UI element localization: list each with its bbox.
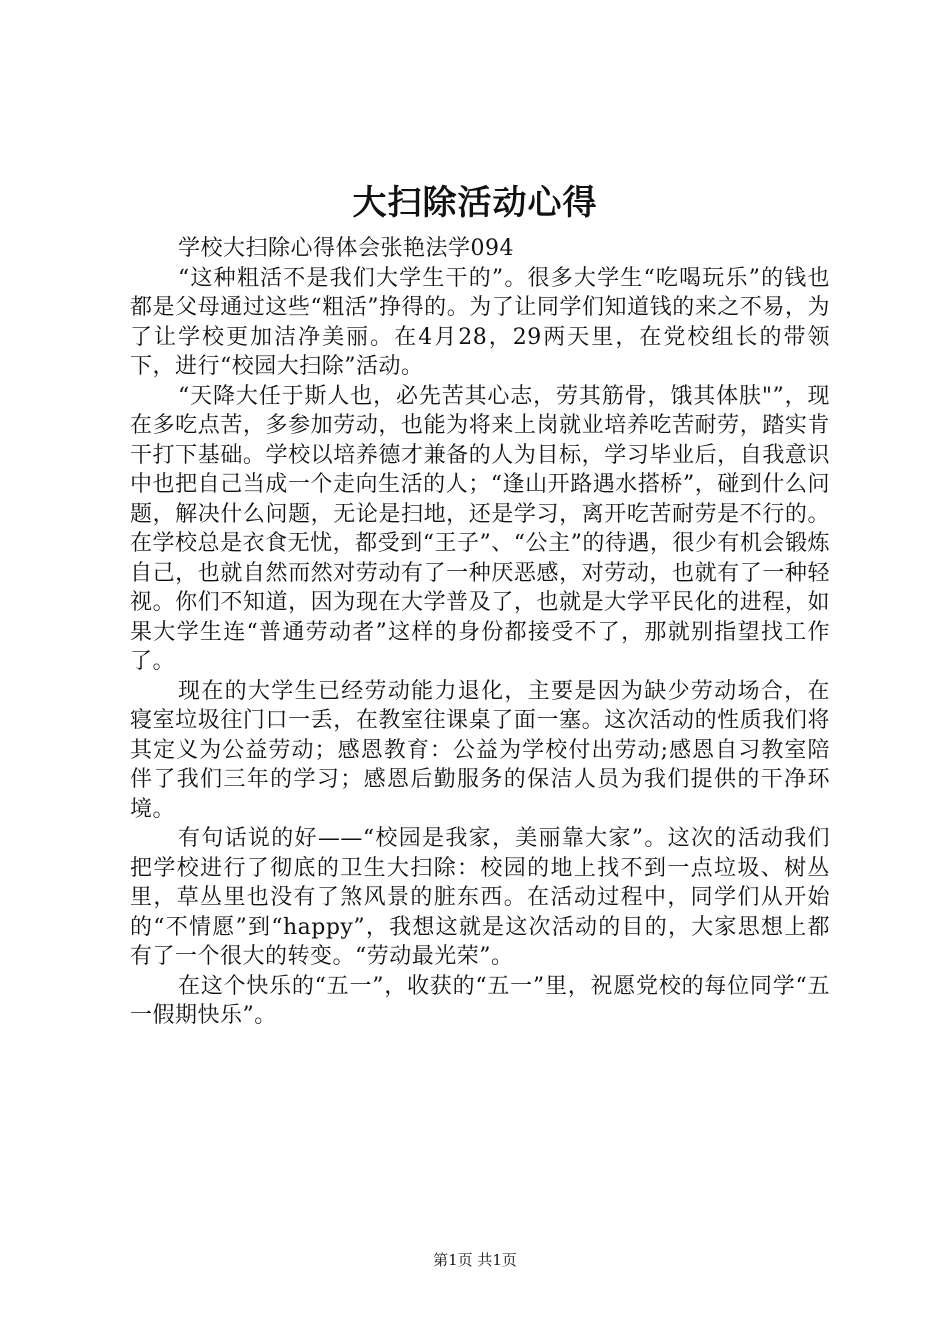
body-paragraph: 在这个快乐的“五一”，收获的“五一”里，祝愿党校的每位同学“五一假期快乐”。	[130, 973, 830, 1028]
body-paragraph: 现在的大学生已经劳动能力退化，主要是因为缺少劳动场合，在寝室垃圾往门口一丢，在教室往课桌了面一塞。这次活动的性质我们将其定义为公益劳动；感恩教育：公益为学校付出劳动;感恩自习教室陪伴了我们三年的学习；感恩后勤服务的保洁人员为我们提供的干净环境。	[130, 678, 830, 822]
body-paragraph: “天降大任于斯人也，必先苦其心志，劳其筋骨，饿其体肤"”，现在多吃点苦，多参加劳动，也能为将来上岗就业培养吃苦耐劳，踏实肯干打下基础。学校以培养德才兼备的人为目标，学习毕业后，自我意识中也把自己当成一个走向生活的人；“逢山开路遇水搭桥”，碰到什么问题，解决什么问题，无论是扫地，还是学习，离开吃苦耐劳是不行的。在学校总是衣食无忧，都受到“王子”、“公主”的待遇，很少有机会锻炼自己，也就自然而然对劳动有了一种厌恶感，对劳动，也就有了一种轻视。你们不知道，因为现在大学普及了，也就是大学平民化的进程，如果大学生连“普通劳动者”这样的身份都接受不了，那就别指望找工作了。	[130, 383, 830, 674]
document-body	[130, 234, 830, 1031]
subtitle-paragraph: 学校大扫除心得体会张艳法学094	[178, 236, 514, 261]
page-number-footer: 第1页 共1页	[433, 1251, 517, 1269]
page-title: 大扫除活动心得	[352, 183, 598, 223]
body-paragraph: “这种粗活不是我们大学生干的”。很多大学生“吃喝玩乐”的钱也都是父母通过这些“粗活”挣得的。为了让同学们知道钱的来之不易，为了让学校更加洁净美丽。在4月28，29两天里，在党校组长的带领下，进行“校园大扫除”活动。	[130, 265, 830, 379]
body-paragraph: 有句话说的好——“校园是我家，美丽靠大家”。这次的活动我们把学校进行了彻底的卫生大扫除：校园的地上找不到一点垃圾、树丛里，草丛里也没有了煞风景的脏东西。在活动过程中，同学们从开始的“不情愿”到“happy”，我想这就是这次活动的目的，大家思想上都有了一个很大的转变。“劳动最光荣”。	[130, 826, 830, 969]
